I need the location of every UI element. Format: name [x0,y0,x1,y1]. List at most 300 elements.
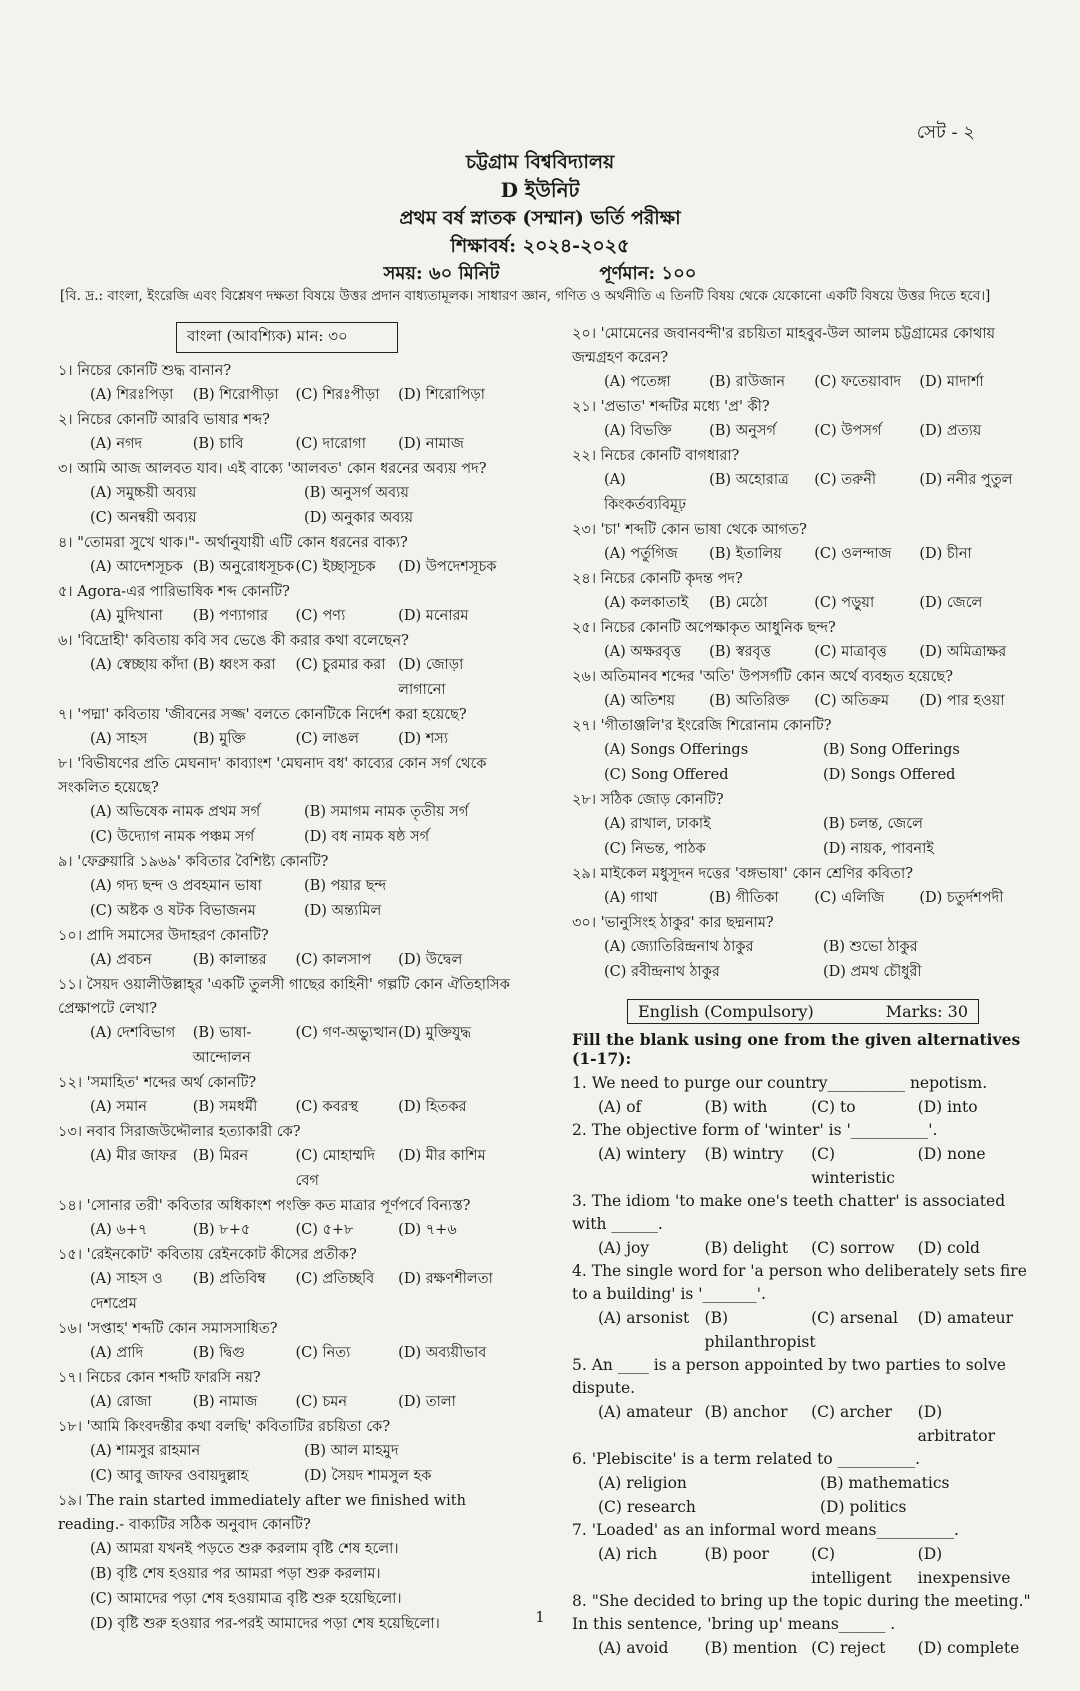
question-number: ২২। [572,448,597,464]
answer-option: (B) Song Offerings [823,742,960,758]
answer-option: (B) আল মাহমুদ [304,1443,399,1459]
question-number: ১৮। [58,1419,83,1435]
question-text [58,1317,518,1341]
question-text [572,616,1042,640]
answer-option: (C) শিরঃপীড়া [295,387,380,403]
question-number: ১১। [58,977,83,993]
question-item [58,752,518,850]
question-prompt: 'সপ্তাহ' শব্দটি কোন সমাসসাধিত? [86,1321,278,1337]
answer-option: (B) mention [704,1639,798,1657]
answer-option: (B) নামাজ [192,1394,258,1410]
question-number: ১৪। [58,1198,83,1214]
question-text [58,1489,518,1537]
answer-option: (B) ইতালিয় [709,546,782,562]
answer-option: (D) cold [917,1239,980,1257]
answer-options [572,468,1042,518]
answer-option: (B) চাবি [192,436,244,452]
question-item [572,444,1042,518]
answer-option: (C) প্রতিচ্ছবি [295,1271,375,1287]
question-text [572,911,1042,935]
answer-option: (B) কালান্তর [192,952,267,968]
answer-option: (A) মুদিখানা [90,608,163,624]
answer-option: (B) with [704,1098,768,1116]
answer-option: (A) ৬+৭ [90,1222,148,1238]
answer-option: (D) arbitrator [917,1403,996,1445]
answer-option: (D) Songs Offered [823,767,956,783]
question-item [572,714,1042,788]
answer-option: (B) অতিরিক্ত [709,693,790,709]
answer-option: (A) শামসুর রাহমান [90,1443,201,1459]
answer-option: (A) amateur [598,1403,693,1421]
exam-title: প্রথম বর্ষ স্নাতক (সম্মান) ভর্তি পরীক্ষা [399,207,681,229]
answer-option: (D) অব্যয়ীভাব [398,1345,487,1361]
answer-option: (B) শিরোপীড়া [192,387,279,403]
answer-option: (B) ধ্বংস করা [192,657,276,673]
answer-option: (A) arsonist [598,1309,690,1327]
question-text [572,444,1042,468]
question-prompt: আমি আজ আলবত যাব। এই বাক্যে 'আলবত' কোন ধরনের অব্যয় পদ? [77,461,487,477]
answer-option: (C) এলিজি [814,890,885,906]
question-item [58,359,518,408]
answer-options [58,948,518,973]
question-text [572,1119,1042,1142]
answer-option: (C) sorrow [811,1239,895,1257]
question-prompt: "She decided to bring up the topic during the meeting." In this sentence, 'bring up' means______ . [572,1592,1031,1633]
answer-option: (C) archer [811,1403,892,1421]
answer-option: (C) পড়ুয়া [814,595,875,611]
answer-option: (A) গাথা [604,890,658,906]
answer-option: (A) of [598,1098,642,1116]
answer-options [58,1439,518,1489]
answer-options [572,1542,1042,1590]
answer-option: (D) নায়ক, পাবনাই [823,841,934,857]
answer-options [58,604,518,629]
answer-option: (D) প্রত্যয় [919,423,982,439]
question-number: ৭। [58,707,73,723]
time-marks-row [0,260,1080,288]
instruction-note: [বি. দ্র.: বাংলা, ইংরেজি এবং বিশ্লেষণ দক্ষতা বিষয়ে উত্তর প্রদান বাধ্যতামূলক। সাধারণ জ্ঞান, গণিত ও অর্থনীতি এ তিনটি বিষয় থেকে যেকোনো একটি বিষয়ে উত্তর দিতে হবে।] [60,288,991,304]
question-number: 4. [572,1262,587,1280]
right-column [572,322,1042,1660]
question-prompt: নিচের কোনটি কৃদন্ত পদ? [600,571,743,587]
answer-option: (C) চুরমার করা [295,657,386,673]
question-prompt: 'আমি কিংবদন্তীর কথা বলছি' কবিতাটির রচয়িতা কে? [86,1419,391,1435]
answer-option: (A) রোজা [90,1394,152,1410]
question-number: ১০। [58,928,83,944]
question-number: ১। [58,363,73,379]
question-number: 6. [572,1450,587,1468]
answer-option: (C) ইচ্ছাসূচক [295,559,376,575]
answer-option: (A) স্বেচ্ছায় কাঁদা [90,657,189,673]
question-item [58,1317,518,1366]
question-prompt: 'Plebiscite' is a term related to __________. [591,1450,921,1468]
question-text [58,1415,518,1439]
answer-options [58,800,518,850]
question-number: ৪। [58,535,73,551]
page-number: 1 [535,1608,545,1626]
question-number: ৮। [58,756,73,772]
question-item [572,1072,1042,1119]
answer-option: (D) বধ নামক ষষ্ঠ সর্গ [304,829,430,845]
answer-option: (D) সৈয়দ শামসুল হক [304,1468,432,1484]
answer-option: (B) রাউজান [709,374,785,390]
english-section-name: English (Compulsory) [638,1002,814,1021]
answer-option: (B) wintry [704,1145,784,1163]
question-item [572,911,1042,985]
answer-option: (D) অমিত্রাক্ষর [919,644,1007,660]
answer-option: (A) নগদ [90,436,143,452]
question-prompt: The rain started immediately after we finished with reading.- বাক্যটির সঠিক অনুবাদ কোনটি? [58,1493,466,1533]
answer-option: (C) আবু জাফর ওবায়দুল্লাহ [90,1468,249,1484]
question-text [58,359,518,383]
question-text [572,395,1042,419]
full-marks: পূর্ণমান: ১০০ [599,263,697,284]
question-item [58,629,518,703]
answer-option: (A) কিংকর্তব্যবিমূঢ় [604,472,687,513]
question-item [58,1120,518,1194]
question-number: 2. [572,1121,587,1139]
question-number: 7. [572,1521,587,1539]
question-item [572,788,1042,862]
question-item [572,1190,1042,1260]
question-prompt: The idiom 'to make one's teeth chatter' is associated with ______. [572,1192,1006,1233]
question-text [58,1071,518,1095]
answer-option: (C) কবরস্থ [295,1099,359,1115]
question-number: ১৭। [58,1370,83,1386]
question-number: ২১। [572,399,597,415]
answer-options [58,432,518,457]
question-prompt: We need to purge our country__________ nepotism. [591,1074,988,1092]
answer-option: (C) অনন্বয়ী অব্যয় [90,510,197,526]
english-instruction: Fill the blank using one from the given alternatives (1-17): [572,1030,1021,1068]
question-prompt: নিচের কোনটি আরবি ভাষার শব্দ? [77,412,270,428]
answer-option: (A) avoid [598,1639,669,1657]
answer-option: (D) জোড়া লাগানো [398,657,464,698]
question-prompt: প্রাদি সমাসের উদাহরণ কোনটি? [86,928,269,944]
question-item [572,1119,1042,1190]
answer-option: (C) অষ্টক ও ষটক বিভাজনম [90,903,256,919]
question-text [572,862,1042,886]
answer-option: (C) উদ্যোগ নামক পঞ্চম সর্গ [90,829,255,845]
answer-option: (B) সমাগম নামক তৃতীয় সর্গ [304,804,469,820]
question-text [58,531,518,555]
answer-option: (D) হিতকর [398,1099,467,1115]
answer-option: (B) পণ্যাগার [192,608,269,624]
answer-option: (B) গীতিকা [709,890,779,906]
answer-options [572,1236,1042,1260]
answer-option: (D) মুক্তিযুদ্ধ [398,1025,471,1041]
answer-options [58,1341,518,1366]
question-prompt: 'ভানুসিংহ ঠাকুর' কার ছদ্মনাম? [600,915,774,931]
unit-name: D ইউনিট [500,178,580,202]
answer-option: (D) amateur [917,1309,1014,1327]
university-name: চট্টগ্রাম বিশ্ববিদ্যালয় [465,151,615,173]
question-text [58,703,518,727]
answer-option: (B) বৃষ্টি শেষ হওয়ার পর আমরা পড়া শুরু করলাম। [90,1566,381,1582]
question-number: 8. [572,1592,587,1610]
answer-option: (B) ৮+৫ [192,1222,251,1238]
question-number: ১৩। [58,1124,83,1140]
question-item [58,973,518,1071]
answer-option: (A) অক্ষরবৃত্ত [604,644,682,660]
question-text [572,1519,1042,1542]
question-text [58,1366,518,1390]
question-number: ২৩। [572,522,597,538]
question-item [58,580,518,629]
question-prompt: The single word for 'a person who deliberately sets fire to a building' is '_______'. [572,1262,1027,1303]
answer-option: (A) সাহস [90,731,148,747]
question-item [572,862,1042,911]
question-number: 5. [572,1356,587,1374]
answer-option: (C) ফতেয়াবাদ [814,374,902,390]
answer-options [572,1095,1042,1119]
answer-option: (B) প্রতিবিম্ব [192,1271,266,1287]
question-number: ৫। [58,584,73,600]
question-text [572,1072,1042,1095]
question-item [572,1260,1042,1354]
question-item [58,1194,518,1243]
question-number: ২৯। [572,866,597,882]
answer-option: (D) চীনা [919,546,972,562]
answer-option: (A) wintery [598,1145,686,1163]
answer-option: (B) অনুসর্গ [709,423,776,439]
question-prompt: 'বিভীষণের প্রতি মেঘনাদ' কাব্যাংশ 'মেঘনাদ বধ' কাব্যের কোন সর্গ থেকে সংকলিত হয়েছে? [58,756,487,796]
question-number: ৩০। [572,915,597,931]
answer-option: (A) কলকাতাই [604,595,689,611]
question-item [572,567,1042,616]
question-text [572,322,1042,370]
question-prompt: 'মোমেনের জবানবন্দী'র রচয়িতা মাহবুব-উল আলম চট্টগ্রামের কোথায় জন্মগ্রহণ করেন? [572,326,996,366]
answer-option: (C) to [811,1098,856,1116]
question-text [58,629,518,653]
answer-option: (D) into [917,1098,978,1116]
question-item [572,665,1042,714]
answer-option: (D) পার হওয়া [919,693,1005,709]
answer-option: (A) religion [598,1474,687,1492]
question-item [58,1071,518,1120]
answer-option: (D) মাদার্শা [919,374,984,390]
question-prompt: 'পদ্মা' কবিতায় 'জীবনের সজ্জ' বলতে কোনটিকে নির্দেশ করা হয়েছে? [77,707,467,723]
answer-option: (C) মাত্রাবৃত্ত [814,644,887,660]
answer-option: (D) শিরোপিড়া [398,387,485,403]
answer-option: (D) চতুর্দশপদী [919,890,1004,906]
question-item [572,322,1042,395]
answer-option: (C) Song Offered [604,767,729,783]
answer-option: (A) জ্যোতিরিন্দ্রনাথ ঠাকুর [604,939,754,955]
answer-options [58,1390,518,1415]
answer-option: (B) মেঠো [709,595,768,611]
session-year: শিক্ষাবর্ষ: ২০২৪-২০২৫ [450,235,630,257]
answer-option: (C) মোহাম্মদি বেগ [295,1148,375,1189]
answer-option: (A) বিভক্তি [604,423,672,439]
answer-option: (C) intelligent [811,1545,892,1587]
answer-option: (C) দারোগা [295,436,366,452]
question-item [572,395,1042,444]
left-column [58,322,518,1637]
exam-time: সময়: ৬০ মিনিট [383,263,500,284]
answer-options [572,886,1042,911]
question-text [58,850,518,874]
question-number: ৩। [58,461,73,477]
question-prompt: নিচের কোন শব্দটি ফারসি নয়? [86,1370,261,1386]
question-prompt: "তোমরা সুখে থাক।"- অর্থানুযায়ী এটি কোন ধরনের বাক্য? [77,535,408,551]
question-prompt: অতিমানব শব্দের 'অতি' উপসর্গটি কোন অর্থে ব্যবহৃত হয়েছে? [600,669,953,685]
answer-option: (C) রবীন্দ্রনাথ ঠাকুর [604,964,720,980]
answer-option: (C) পণ্য [295,608,346,624]
answer-option: (C) নিভন্ত, পাঠক [604,841,706,857]
question-number: ৬। [58,633,73,649]
answer-option: (C) লাঙল [295,731,359,747]
answer-option: (D) none [917,1145,986,1163]
answer-options [572,1400,1042,1448]
answer-option: (C) আমাদের পড়া শেষ হওয়ামাত্র বৃষ্টি শুরু হয়েছিলো। [90,1591,402,1607]
question-prompt: 'সমাহিত' শব্দের অর্থ কোনটি? [86,1075,257,1091]
answer-option: (B) মুক্তি [192,731,246,747]
question-text [572,567,1042,591]
question-prompt: 'প্রভাত' শব্দটির মধ্যে 'প্র' কী? [600,399,770,415]
answer-option: (A) joy [598,1239,650,1257]
question-prompt: An ____ is a person appointed by two parties to solve dispute. [572,1356,1006,1397]
question-prompt: নিচের কোনটি অপেক্ষাকৃত আধুনিক ছন্দ? [600,620,836,636]
answer-option: (A) অভিষেক নামক প্রথম সর্গ [90,804,261,820]
answer-options [572,591,1042,616]
answer-option: (C) তরুনী [814,472,877,488]
question-prompt: নিচের কোনটি বাগধারা? [600,448,740,464]
question-text [572,714,1042,738]
question-number: ১৯। [58,1493,83,1509]
english-section-marks: Marks: 30 [885,1002,968,1021]
answer-options [58,653,518,703]
bangla-section-title: বাংলা (আবশ্যিক) মান: ৩০ [176,322,398,353]
answer-options [58,481,518,531]
question-prompt: নবাব সিরাজউদ্দৌলার হত্যাকারী কে? [86,1124,301,1140]
answer-option: (C) কালসাপ [295,952,372,968]
question-item [572,1354,1042,1448]
answer-option: (A) আমরা যখনই পড়তে শুরু করলাম বৃষ্টি শেষ হলো। [90,1541,399,1557]
answer-options [572,1471,1042,1519]
answer-options [572,1306,1042,1354]
answer-options [572,738,1042,788]
answer-option: (A) দেশবিভাগ [90,1025,176,1041]
answer-option: (B) চলন্ত, জেলে [823,816,923,832]
answer-options [58,1095,518,1120]
answer-option: (D) মনোরম [398,608,469,624]
answer-option: (B) philanthropist [704,1309,816,1351]
answer-options [58,1267,518,1317]
question-item [572,1448,1042,1519]
answer-option: (C) arsenal [811,1309,898,1327]
question-prompt: 'গীতাঞ্জলি'র ইংরেজি শিরোনাম কোনটি? [600,718,832,734]
question-prompt: 'চা' শব্দটি কোন ভাষা থেকে আগত? [600,522,807,538]
question-prompt: Agora-এর পারিভাষিক শব্দ কোনটি? [77,584,290,600]
question-prompt: 'সোনার তরী' কবিতার অধিকাংশ পংক্তি কত মাত্রার পূর্ণপর্বে বিন্যস্ত? [86,1198,471,1214]
question-number: ২৬। [572,669,597,685]
answer-option: (B) অনুসর্গ অব্যয় [304,485,409,501]
question-prompt: সৈয়দ ওয়ালীউল্লাহ্‌র 'একটি তুলসী গাছের কাহিনী' গল্পটি কোন ঐতিহাসিক প্রেক্ষাপটে লেখা? [58,977,510,1017]
question-prompt: 'ফেব্রুয়ারি ১৯৬৯' কবিতার বৈশিষ্ট্য কোনটি? [77,854,329,870]
answer-option: (B) অহোরাত্র [709,472,789,488]
question-text [572,1260,1042,1306]
answer-option: (D) ৭+৬ [398,1222,457,1238]
bangla-questions-right [572,322,1042,985]
english-questions [572,1072,1042,1660]
answer-option: (A) পতেঙ্গা [604,374,671,390]
question-text [572,665,1042,689]
answer-option: (B) দ্বিগু [192,1345,245,1361]
answer-option: (D) প্রমথ চৌধুরী [823,964,922,980]
question-text [572,1448,1042,1471]
question-item [58,408,518,457]
answer-options [58,1021,518,1071]
answer-option: (A) আদেশসূচক [90,559,183,575]
answer-option: (B) mathematics [820,1474,950,1492]
answer-option: (D) বৃষ্টি শুরু হওয়ার পর-পরই আমাদের পড়া শেষ হয়েছিলো। [90,1616,440,1632]
question-number: ১২। [58,1075,83,1091]
question-text [58,457,518,481]
question-text [572,1190,1042,1236]
answer-option: (D) complete [917,1639,1020,1657]
answer-options [58,1144,518,1194]
answer-option: (A) গদ্য ছন্দ ও প্রবহমান ভাষা [90,878,262,894]
question-text [58,973,518,1021]
question-text [58,1243,518,1267]
answer-option: (C) ৫+৮ [295,1222,354,1238]
answer-option: (A) মীর জাফর [90,1148,177,1164]
answer-option: (B) poor [704,1545,769,1563]
answer-option: (D) ননীর পুতুল [919,472,1013,488]
answer-option: (D) শস্য [398,731,449,747]
question-prompt: নিচের কোনটি শুদ্ধ বানান? [77,363,232,379]
question-number: ১৫। [58,1247,83,1263]
question-number: ২৮। [572,792,597,808]
question-number: ২৭। [572,718,597,734]
question-number: ৯। [58,854,73,870]
answer-option: (A) রাখাল, ঢাকাই [604,816,711,832]
answer-option: (D) অনুকার অব্যয় [304,510,414,526]
answer-option: (A) শিরঃপিড়া [90,387,174,403]
answer-option: (D) তালা [398,1394,456,1410]
question-text [572,788,1042,812]
answer-option: (B) delight [704,1239,789,1257]
question-number: ২০। [572,326,597,342]
answer-option: (C) research [598,1498,696,1516]
question-prompt: 'Loaded' as an informal word means__________. [591,1521,959,1539]
answer-option: (D) মীর কাশিম [398,1148,486,1164]
question-text [58,1120,518,1144]
answer-option: (B) অনুরোধসূচক [192,559,295,575]
question-text [58,924,518,948]
answer-option: (C) গণ-অভ্যুত্থান [295,1025,398,1041]
question-item [58,1243,518,1317]
answer-option: (C) উপসর্গ [814,423,882,439]
answer-option: (A) Songs Offerings [604,742,749,758]
answer-option: (A) rich [598,1545,658,1563]
answer-option: (A) সমুচ্চয়ী অব্যয় [90,485,197,501]
answer-options [572,1142,1042,1190]
question-text [58,580,518,604]
question-item [572,1519,1042,1590]
answer-option: (A) প্রাদি [90,1345,144,1361]
question-item [58,1366,518,1415]
question-item [58,1415,518,1489]
english-section-title [627,999,979,1024]
answer-options [572,419,1042,444]
answer-option: (D) অন্ত্যমিল [304,903,382,919]
answer-options [58,1218,518,1243]
answer-option: (D) রক্ষণশীলতা [398,1271,493,1287]
question-item [58,531,518,580]
answer-option: (D) inexpensive [917,1545,1011,1587]
